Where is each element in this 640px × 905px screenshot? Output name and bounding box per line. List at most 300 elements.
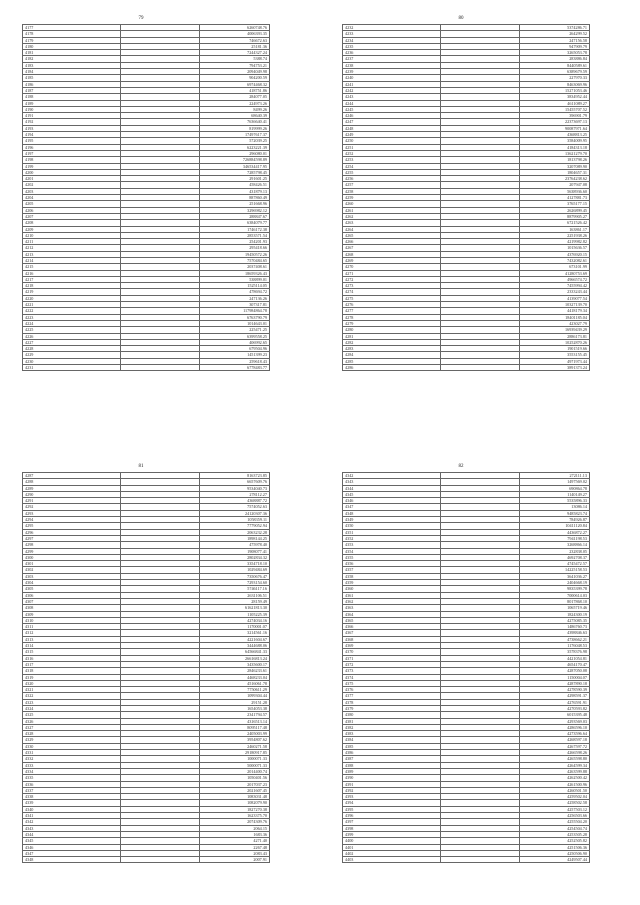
value-cell: 25181.36 <box>200 43 270 49</box>
value-cell: 3578376.98 <box>520 649 590 655</box>
value-cell: 572039.25 <box>200 138 270 144</box>
row-id-cell: 4332 <box>23 756 121 762</box>
table-row <box>343 365 590 371</box>
value-cell: 9835399.78 <box>520 586 590 592</box>
value-cell: 6721526.42 <box>520 220 590 226</box>
value-cell: 1654053.38 <box>200 705 270 711</box>
value-cell: 15271053.46 <box>520 87 590 93</box>
row-id-cell: 4379 <box>343 705 441 711</box>
row-id-cell: 4385 <box>343 743 441 749</box>
row-id-cell: 4224 <box>23 320 121 326</box>
value-cell: 13086.14 <box>520 504 590 510</box>
row-id-cell: 4328 <box>23 731 121 737</box>
row-id-cell: 4292 <box>23 504 121 510</box>
row-id-cell: 4378 <box>343 699 441 705</box>
row-id-cell: 4272 <box>343 276 441 282</box>
row-id-cell: 4327 <box>23 724 121 730</box>
value-cell: 4368887.72 <box>200 498 270 504</box>
row-id-cell: 4230 <box>23 358 121 364</box>
row-id-cell: 4231 <box>23 365 121 371</box>
row-id-cell: 4264 <box>343 226 441 232</box>
row-id-cell: 4362 <box>343 598 441 604</box>
row-id-cell: 4244 <box>343 100 441 106</box>
row-id-cell: 4361 <box>343 592 441 598</box>
value-cell: 673101.99 <box>520 264 590 270</box>
row-id-cell: 4209 <box>23 226 121 232</box>
row-id-cell: 4336 <box>23 781 121 787</box>
row-id-cell: 4310 <box>23 617 121 623</box>
value-cell: 2007.91 <box>200 857 270 863</box>
value-cell: 3296982.12 <box>200 207 270 213</box>
value-cell: 4006393.35 <box>200 31 270 37</box>
value-cell: 4262500.42 <box>520 775 590 781</box>
row-id-cell: 4320 <box>23 680 121 686</box>
value-cell: 4266598.26 <box>520 750 590 756</box>
row-id-cell: 4314 <box>23 643 121 649</box>
value-cell: 1451399.23 <box>200 352 270 358</box>
value-cell: 2333243.44 <box>520 289 590 295</box>
row-id-cell: 4344 <box>343 485 441 491</box>
value-cell: 247136.26 <box>200 295 270 301</box>
row-id-cell: 4219 <box>23 289 121 295</box>
row-id-cell: 4352 <box>343 535 441 541</box>
value-cell: 947909.79 <box>520 43 590 49</box>
value-cell: 4253505.28 <box>520 831 590 837</box>
value-cell: 4184313.18 <box>520 144 590 150</box>
row-id-cell: 4223 <box>23 314 121 320</box>
row-id-cell: 4197 <box>23 150 121 156</box>
row-id-cell: 4220 <box>23 295 121 301</box>
value-cell: 2846233.61 <box>200 668 270 674</box>
row-id-cell: 4333 <box>23 762 121 768</box>
value-cell: 288847.67 <box>200 213 270 219</box>
row-id-cell: 4380 <box>343 712 441 718</box>
value-cell: 6657609.76 <box>200 479 270 485</box>
value-cell: 61621813.30 <box>200 605 270 611</box>
value-cell: 19450572.26 <box>200 251 270 257</box>
value-cell: 2064.15 <box>200 825 270 831</box>
row-id-cell: 4390 <box>343 775 441 781</box>
value-cell: 418751.86 <box>200 87 270 93</box>
empty-cell <box>121 365 200 371</box>
row-id-cell: 4277 <box>343 308 441 314</box>
value-cell: 7636640.41 <box>200 119 270 125</box>
row-id-cell: 4226 <box>23 333 121 339</box>
row-id-cell: 4291 <box>23 498 121 504</box>
value-cell: 4368813.25 <box>520 132 590 138</box>
row-id-cell: 4202 <box>23 182 121 188</box>
row-id-cell: 4399 <box>343 831 441 837</box>
row-id-cell: 4236 <box>343 50 441 56</box>
value-cell: 10252870.26 <box>520 339 590 345</box>
value-cell: 278112.27 <box>200 491 270 497</box>
row-id-cell: 4322 <box>23 693 121 699</box>
row-id-cell: 4339 <box>23 800 121 806</box>
row-id-cell: 4317 <box>23 661 121 667</box>
value-cell: 1065719.46 <box>520 605 590 611</box>
row-id-cell: 4242 <box>343 87 441 93</box>
value-cell: 4250506.90 <box>520 850 590 856</box>
value-cell: 7574052.63 <box>200 504 270 510</box>
value-cell: 17497617.37 <box>200 132 270 138</box>
value-cell: 4971973.44 <box>520 358 590 364</box>
value-cell: 3584009.95 <box>520 138 590 144</box>
row-id-cell: 4255 <box>343 169 441 175</box>
value-cell: 7941198.53 <box>520 535 590 541</box>
value-cell: 4257503.12 <box>520 806 590 812</box>
value-cell: 2886173.81 <box>520 333 590 339</box>
row-id-cell: 4347 <box>23 850 121 856</box>
row-id-cell: 4229 <box>23 352 121 358</box>
row-id-cell: 4343 <box>23 825 121 831</box>
value-cell: 3354718.10 <box>200 561 270 567</box>
value-cell: 7293154.60 <box>200 580 270 586</box>
row-id-cell: 4199 <box>23 163 121 169</box>
value-cell: 2853571.54 <box>200 232 270 238</box>
value-cell: 431879.13 <box>200 188 270 194</box>
value-cell: 2626899.45 <box>520 207 590 213</box>
value-cell: 6389679.59 <box>520 69 590 75</box>
value-cell: 458426.51 <box>200 182 270 188</box>
value-cell: 7750611.29 <box>200 687 270 693</box>
row-id-cell: 4341 <box>23 813 121 819</box>
value-cell: 1150004.07 <box>520 674 590 680</box>
value-cell: 14225158.53 <box>520 567 590 573</box>
row-id-cell: 4345 <box>343 491 441 497</box>
value-cell: 887860.49 <box>200 195 270 201</box>
row-id-cell: 4363 <box>343 605 441 611</box>
value-cell: 8463069.96 <box>520 81 590 87</box>
value-cell: 4516061.78 <box>200 680 270 686</box>
value-cell: 7779052.94 <box>200 523 270 529</box>
value-cell: 4271.40 <box>200 838 270 844</box>
row-id-cell: 4307 <box>23 598 121 604</box>
value-cell: 1525114.05 <box>200 283 270 289</box>
row-id-cell: 4190 <box>23 106 121 112</box>
value-cell: 29151.28 <box>200 699 270 705</box>
value-cell: 5535896.33 <box>520 498 590 504</box>
row-id-cell: 4299 <box>23 548 121 554</box>
value-cell: 227970.33 <box>520 75 590 81</box>
value-cell: 7000614.03 <box>520 592 590 598</box>
value-cell: 2405003.99 <box>200 731 270 737</box>
row-id-cell: 4337 <box>23 787 121 793</box>
value-cell: 746672.63 <box>200 37 270 43</box>
value-cell: 2802834.32 <box>200 554 270 560</box>
data-table <box>342 24 590 371</box>
row-id-cell: 4315 <box>23 649 121 655</box>
value-cell: 1014643.01 <box>200 320 270 326</box>
value-cell: 6778483.77 <box>200 365 270 371</box>
row-id-cell: 4370 <box>343 649 441 655</box>
row-id-cell: 4342 <box>343 473 441 479</box>
value-cell: 1058359.11 <box>200 517 270 523</box>
row-id-cell: 4281 <box>343 333 441 339</box>
row-id-cell: 4367 <box>343 630 441 636</box>
value-cell: 904200.59 <box>200 75 270 81</box>
row-id-cell: 4369 <box>343 643 441 649</box>
value-cell: 4249507.44 <box>520 857 590 863</box>
row-id-cell: 4402 <box>343 850 441 856</box>
value-cell: 4267597.72 <box>520 743 590 749</box>
value-cell: 2063232.28 <box>200 529 270 535</box>
value-cell: 4254504.74 <box>520 825 590 831</box>
row-id-cell: 4216 <box>23 270 121 276</box>
row-id-cell: 4388 <box>343 762 441 768</box>
row-id-cell: 4349 <box>343 517 441 523</box>
row-id-cell: 4325 <box>23 712 121 718</box>
value-cell: 2094049.98 <box>200 69 270 75</box>
value-cell: 3268866.14 <box>520 542 590 548</box>
value-cell: 28159.49 <box>200 598 270 604</box>
row-id-cell: 4204 <box>23 195 121 201</box>
value-cell: 2037408.61 <box>200 264 270 270</box>
row-id-cell: 4331 <box>23 750 121 756</box>
row-id-cell: 4297 <box>23 535 121 541</box>
row-id-cell: 4183 <box>23 62 121 68</box>
value-cell: 4259502.04 <box>520 794 590 800</box>
value-cell: 283886.84 <box>520 56 590 62</box>
value-cell: 3891373.24 <box>520 365 590 371</box>
value-cell: 207947.08 <box>520 182 590 188</box>
row-id-cell: 4387 <box>343 756 441 762</box>
row-id-cell: 4259 <box>343 195 441 201</box>
row-id-cell: 4342 <box>23 819 121 825</box>
row-id-cell: 4222 <box>23 308 121 314</box>
value-cell: 4251506.36 <box>520 844 590 850</box>
row-id-cell: 4330 <box>23 743 121 749</box>
value-cell: 4263599.88 <box>520 768 590 774</box>
value-cell: 819999.26 <box>200 125 270 131</box>
row-id-cell: 4191 <box>23 113 121 119</box>
row-id-cell: 4189 <box>23 100 121 106</box>
row-id-cell: 4194 <box>23 132 121 138</box>
value-cell: 4268597.18 <box>520 737 590 743</box>
row-id-cell: 4198 <box>23 157 121 163</box>
value-cell: 68640.39 <box>200 113 270 119</box>
row-id-cell: 4257 <box>343 182 441 188</box>
value-cell: 296080.01 <box>200 150 270 156</box>
value-cell: 1050401.56 <box>200 775 270 781</box>
row-id-cell: 4324 <box>23 705 121 711</box>
row-id-cell: 4265 <box>343 232 441 238</box>
row-id-cell: 4348 <box>23 857 121 863</box>
table-row <box>343 857 590 863</box>
value-cell: 272111.13 <box>520 473 590 479</box>
value-cell: 2074309.76 <box>200 819 270 825</box>
value-cell: 284077.05 <box>200 94 270 100</box>
row-id-cell: 4287 <box>23 473 121 479</box>
value-cell: 679504.96 <box>200 346 270 352</box>
value-cell: 406992.65 <box>200 339 270 345</box>
value-cell: 2083.43 <box>200 850 270 856</box>
row-id-cell: 4268 <box>343 251 441 257</box>
data-table <box>342 472 590 863</box>
row-id-cell: 4346 <box>23 844 121 850</box>
row-id-cell: 4398 <box>343 825 441 831</box>
row-id-cell: 4253 <box>343 157 441 163</box>
value-cell: 726884598.89 <box>200 157 270 163</box>
value-cell: 1029484.69 <box>200 567 270 573</box>
value-cell: 7570484.65 <box>200 257 270 263</box>
value-cell: 8095117.48 <box>200 724 270 730</box>
value-cell: 1083031.48 <box>200 794 270 800</box>
value-cell: 4270593.82 <box>520 705 590 711</box>
row-id-cell: 4355 <box>343 554 441 560</box>
value-cell: 423027.79 <box>520 320 590 326</box>
row-id-cell: 4348 <box>343 510 441 516</box>
value-cell: 8017868.10 <box>520 598 590 604</box>
row-id-cell: 4397 <box>343 819 441 825</box>
value-cell: 291601.25 <box>200 176 270 182</box>
row-id-cell: 4304 <box>23 580 121 586</box>
value-cell: 1497569.02 <box>520 479 590 485</box>
table-row <box>23 857 270 863</box>
row-id-cell: 4358 <box>343 573 441 579</box>
row-id-cell: 4249 <box>343 132 441 138</box>
value-cell: 1824300.19 <box>520 611 590 617</box>
row-id-cell: 4335 <box>23 775 121 781</box>
row-id-cell: 4234 <box>343 37 441 43</box>
value-cell: 690864.78 <box>520 485 590 491</box>
row-id-cell: 4347 <box>343 504 441 510</box>
value-cell: 232838.05 <box>520 548 590 554</box>
value-cell: 4127881.73 <box>520 195 590 201</box>
value-cell: 26616813.24 <box>200 655 270 661</box>
value-cell: 15455707.52 <box>520 106 590 112</box>
row-id-cell: 4275 <box>343 295 441 301</box>
value-cell: 3435600.17 <box>200 661 270 667</box>
row-id-cell: 4181 <box>23 50 121 56</box>
value-cell: 3207089.90 <box>520 163 590 169</box>
row-id-cell: 4354 <box>343 548 441 554</box>
row-id-cell: 4334 <box>23 768 121 774</box>
value-cell: 4468233.04 <box>200 674 270 680</box>
value-cell: 1804657.31 <box>520 169 590 175</box>
row-id-cell: 4353 <box>343 542 441 548</box>
row-id-cell: 4381 <box>343 718 441 724</box>
row-id-cell: 4245 <box>343 106 441 112</box>
row-id-cell: 4238 <box>343 62 441 68</box>
row-id-cell: 4393 <box>343 794 441 800</box>
page-number-header: 81 <box>138 464 144 469</box>
value-cell: 22373697.13 <box>520 119 590 125</box>
value-cell: 4293569.03 <box>520 718 590 724</box>
row-id-cell: 4383 <box>343 731 441 737</box>
row-id-cell: 4213 <box>23 251 121 257</box>
value-cell: 1898144.25 <box>200 535 270 541</box>
value-cell: 4286596.10 <box>520 724 590 730</box>
value-cell: 5000071.33 <box>200 762 270 768</box>
value-cell: 163861.17 <box>520 226 590 232</box>
row-id-cell: 4233 <box>343 31 441 37</box>
value-cell: 6384079.77 <box>200 220 270 226</box>
value-cell: 7432082.61 <box>520 257 590 263</box>
value-cell: 295418.66 <box>200 245 270 251</box>
row-id-cell: 4252 <box>343 150 441 156</box>
value-cell: 18659326.43 <box>200 270 270 276</box>
row-id-cell: 4212 <box>23 245 121 251</box>
row-id-cell: 4301 <box>23 561 121 567</box>
row-id-cell: 4269 <box>343 257 441 263</box>
row-id-cell: 4303 <box>23 573 121 579</box>
value-cell: 1746172.38 <box>200 226 270 232</box>
row-id-cell: 4228 <box>23 346 121 352</box>
row-id-cell: 4178 <box>23 31 121 37</box>
value-cell: 225471.25 <box>200 327 270 333</box>
value-cell: 4258502.58 <box>520 800 590 806</box>
value-cell: 224973.26 <box>200 100 270 106</box>
row-id-cell: 4346 <box>343 498 441 504</box>
value-cell: 5374286.71 <box>520 25 590 31</box>
value-cell: 18401185.04 <box>520 314 590 320</box>
row-id-cell: 4206 <box>23 207 121 213</box>
value-cell: 9534040.73 <box>200 485 270 491</box>
value-cell: 6015395.48 <box>520 712 590 718</box>
row-id-cell: 4359 <box>343 580 441 586</box>
row-id-cell: 4217 <box>23 276 121 282</box>
value-cell: 4398846.63 <box>520 630 590 636</box>
value-cell: 1015636.57 <box>520 245 590 251</box>
empty-cell <box>121 857 200 863</box>
value-cell: 251668.96 <box>200 201 270 207</box>
row-id-cell: 4201 <box>23 176 121 182</box>
value-cell: 4274034.16 <box>200 617 270 623</box>
value-cell: 5746117.16 <box>200 586 270 592</box>
row-id-cell: 4394 <box>343 800 441 806</box>
row-id-cell: 4210 <box>23 232 121 238</box>
value-cell: 4256503.66 <box>520 813 590 819</box>
value-cell: 1000071.33 <box>200 756 270 762</box>
value-cell: 3265053.78 <box>520 50 590 56</box>
value-cell: 9485823.74 <box>520 510 590 516</box>
row-id-cell: 4196 <box>23 144 121 150</box>
value-cell: 16939439.29 <box>520 327 590 333</box>
row-id-cell: 4274 <box>343 289 441 295</box>
row-id-cell: 4395 <box>343 806 441 812</box>
value-cell: 4436872.27 <box>520 529 590 535</box>
row-id-cell: 4290 <box>23 491 121 497</box>
row-id-cell: 4305 <box>23 586 121 592</box>
value-cell: 2251938.26 <box>520 232 590 238</box>
value-cell: 259618.43 <box>200 358 270 364</box>
row-id-cell: 4221 <box>23 302 121 308</box>
row-id-cell: 4316 <box>23 655 121 661</box>
value-cell: 7285798.45 <box>200 169 270 175</box>
row-id-cell: 4177 <box>23 25 121 31</box>
row-id-cell: 4284 <box>343 352 441 358</box>
value-cell: 4316513.14 <box>200 718 270 724</box>
value-cell: 4252505.82 <box>520 838 590 844</box>
row-id-cell: 4282 <box>343 339 441 345</box>
row-id-cell: 4207 <box>23 213 121 219</box>
value-cell: 1827270.38 <box>200 806 270 812</box>
value-cell: 2017037.23 <box>200 781 270 787</box>
row-id-cell: 4225 <box>23 327 121 333</box>
row-id-cell: 4211 <box>23 239 121 245</box>
value-cell: 4418179.34 <box>520 308 590 314</box>
row-id-cell: 4262 <box>343 213 441 219</box>
row-id-cell: 4232 <box>343 25 441 31</box>
value-cell: 8440589.61 <box>520 62 590 68</box>
value-cell: 2014400.74 <box>200 768 270 774</box>
value-cell: 1105225.39 <box>200 611 270 617</box>
value-cell: 794753.21 <box>200 62 270 68</box>
row-id-cell: 4372 <box>343 661 441 667</box>
table-row <box>23 365 270 371</box>
row-id-cell: 4180 <box>23 43 121 49</box>
row-id-cell: 4256 <box>343 176 441 182</box>
